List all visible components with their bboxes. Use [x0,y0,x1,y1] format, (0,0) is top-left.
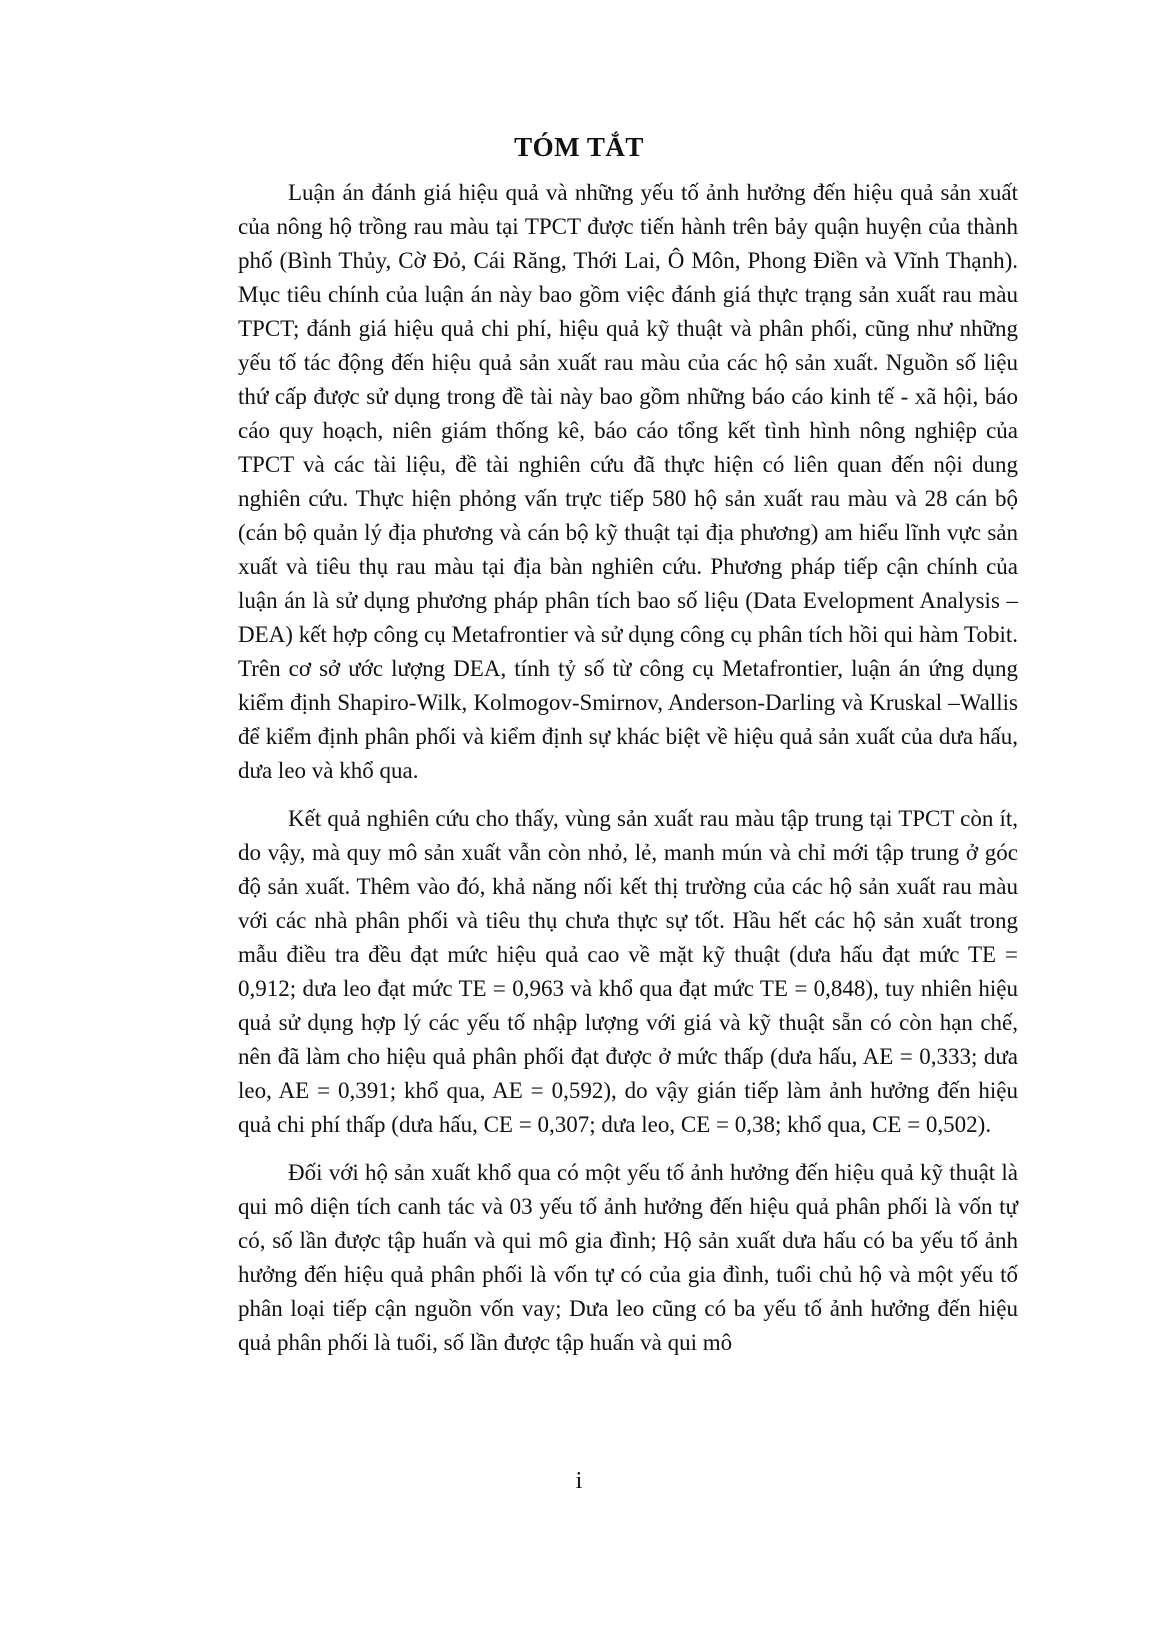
paragraph-1: Luận án đánh giá hiệu quả và những yếu tố ảnh hưởng đến hiệu quả sản xuất của nông hộ trồng rau màu tại TPCT được tiến hành trên bảy quận huyện của thành phố (Bình Thủy, Cờ Đỏ, Cái Răng, Thới Lai, Ô Môn, Phong Điền và Vĩnh Thạnh). Mục tiêu chính của luận án này bao gồm việc đánh giá thực trạng sản xuất rau màu TPCT; đánh giá hiệu quả chi phí, hiệu quả kỹ thuật và phân phối, cũng như những yếu tố tác động đến hiệu quả sản xuất rau màu của các hộ sản xuất. Nguồn số liệu thứ cấp được sử dụng trong đề tài này bao gồm những báo cáo kinh tế - xã hội, báo cáo quy hoạch, niên giám thống kê, báo cáo tổng kết tình hình nông nghiệp của TPCT và các tài liệu, đề tài nghiên cứu đã thực hiện có liên quan đến nội dung nghiên cứu. Thực hiện phỏng vấn trực tiếp 580 hộ sản xuất rau màu và 28 cán bộ (cán bộ quản lý địa phương và cán bộ kỹ thuật tại địa phương) am hiểu lĩnh vực sản xuất và tiêu thụ rau màu tại địa bàn nghiên cứu. Phương pháp tiếp cận chính của luận án là sử dụng phương pháp phân tích bao số liệu (Data Evelopment Analysis –DEA) kết hợp công cụ Metafrontier và sử dụng công cụ phân tích hồi qui hàm Tobit. Trên cơ sở ước lượng DEA, tính tỷ số từ công cụ Metafrontier, luận án ứng dụng kiểm định Shapiro-Wilk, Kolmogov-Smirnov, Anderson-Darling và Kruskal –Wallis để kiểm định phân phối và kiểm định sự khác biệt về hiệu quả sản xuất của dưa hấu, dưa leo và khổ qua. [238,180,1018,783]
abstract-body [238,176,1018,1360]
page-number: i [575,1468,583,1494]
paragraph-3: Đối với hộ sản xuất khổ qua có một yếu tố ảnh hưởng đến hiệu quả kỹ thuật là qui mô diện tích canh tác và 03 yếu tố ảnh hưởng đến hiệu quả phân phối là vốn tự có, số lần được tập huấn và qui mô gia đình; Hộ sản xuất dưa hấu có ba yếu tố ảnh hưởng đến hiệu quả phân phối là vốn tự có của gia đình, tuổi chủ hộ và một yếu tố phân loại tiếp cận nguồn vốn vay; Dưa leo cũng có ba yếu tố ảnh hưởng đến hiệu quả phân phối là tuổi, số lần được tập huấn và qui mô [238,1160,1018,1355]
paragraph-2: Kết quả nghiên cứu cho thấy, vùng sản xuất rau màu tập trung tại TPCT còn ít, do vậy, mà quy mô sản xuất vẫn còn nhỏ, lẻ, manh mún và chỉ mới tập trung ở góc độ sản xuất. Thêm vào đó, khả năng nối kết thị trường của các hộ sản xuất rau màu với các nhà phân phối và tiêu thụ chưa thực sự tốt. Hầu hết các hộ sản xuất trong mẫu điều tra đều đạt mức hiệu quả cao về mặt kỹ thuật (dưa hấu đạt mức TE = 0,912; dưa leo đạt mức TE = 0,963 và khổ qua đạt mức TE = 0,848), tuy nhiên hiệu quả sử dụng hợp lý các yếu tố nhập lượng với giá và kỹ thuật sẵn có còn hạn chế, nên đã làm cho hiệu quả phân phối đạt được ở mức thấp (dưa hấu, AE = 0,333; dưa leo, AE = 0,391; khổ qua, AE = 0,592), do vậy gián tiếp làm ảnh hưởng đến hiệu quả chi phí thấp (dưa hấu, CE = 0,307; dưa leo, CE = 0,38; khổ qua, CE = 0,502). [238,806,1018,1137]
page-title: TÓM TẮT [514,132,644,162]
